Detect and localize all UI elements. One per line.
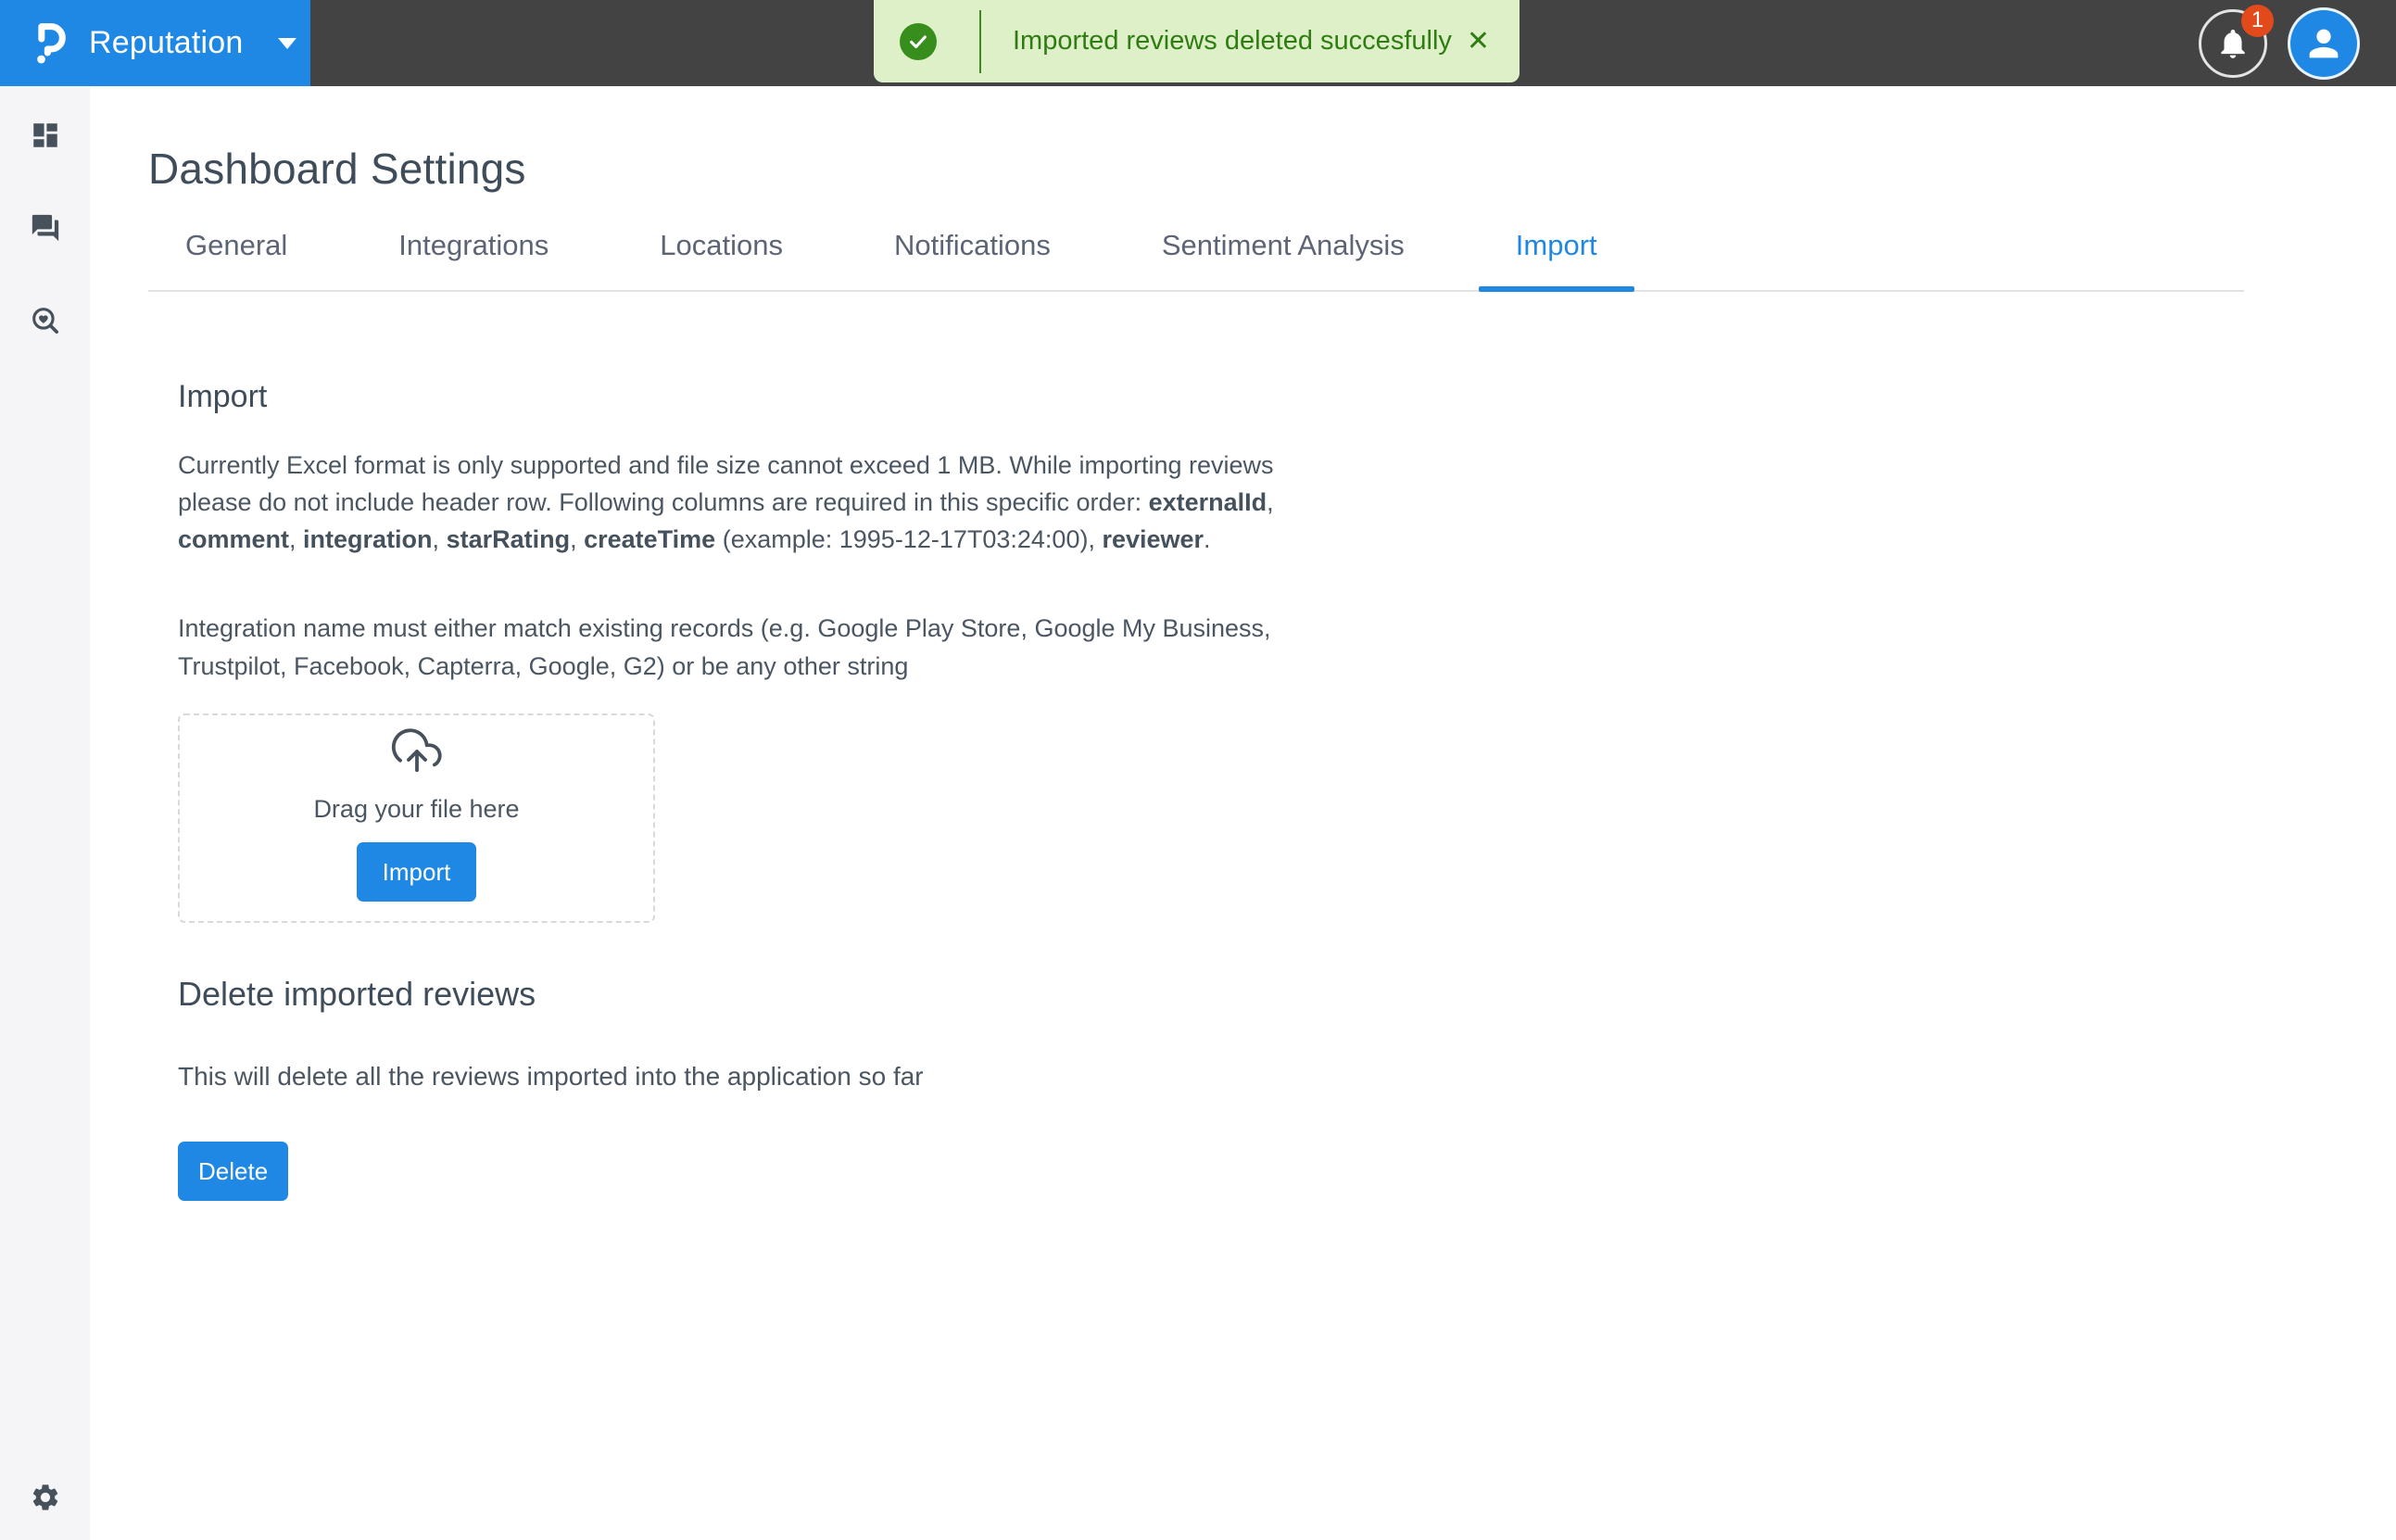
top-bar: [0, 0, 2396, 86]
brand-menu[interactable]: [0, 0, 310, 86]
toast-message: Imported reviews deleted succesfully: [1013, 26, 1452, 56]
topbar-actions: [2199, 0, 2360, 86]
brand-label: Reputation: [89, 25, 244, 60]
reputation-p-logo-icon: [32, 19, 69, 68]
delete-button[interactable]: Delete: [178, 1142, 288, 1201]
chevron-down-icon: [278, 38, 296, 49]
sidebar-nav: [0, 86, 90, 1540]
tab-locations[interactable]: Locations: [660, 229, 784, 261]
gear-icon: [30, 1482, 61, 1513]
user-avatar[interactable]: [2288, 7, 2360, 80]
import-section: [148, 379, 2244, 1201]
toast-divider: [979, 10, 981, 73]
success-check-icon: [900, 23, 937, 60]
search-heart-icon: [30, 305, 61, 336]
tab-general[interactable]: General: [185, 229, 288, 261]
dashboard-icon: [30, 120, 61, 151]
integration-name-note: Integration name must either match existing records (e.g. Google Play Store, Google My Business, Trustpilot, Facebook, Capterra, Google, G2) or be any other string: [178, 614, 1271, 680]
main-content: [90, 86, 2396, 1540]
import-instructions: Currently Excel format is only supported and file size cannot exceed 1 MB. While importing reviews please do not include header row. Following columns are required in this specific order: externalId, comment, integration, starRating, createTime (example: 1995-12-17T03:24:00), reviewer.: [178, 451, 1274, 553]
sidebar-item-settings[interactable]: [0, 1481, 90, 1514]
delete-heading: Delete imported reviews: [178, 975, 536, 1013]
page-title: Dashboard Settings: [148, 145, 526, 193]
sidebar-item-review-search[interactable]: [0, 304, 90, 337]
close-icon[interactable]: ✕: [1466, 25, 1490, 57]
delete-description: This will delete all the reviews imported into the application so far: [178, 1062, 924, 1091]
import-heading: Import: [178, 379, 268, 414]
tab-integrations[interactable]: Integrations: [398, 229, 549, 261]
success-toast: [874, 0, 1520, 82]
import-button[interactable]: Import: [357, 842, 477, 902]
sidebar-item-reviews[interactable]: [0, 211, 90, 245]
tab-sentiment-analysis[interactable]: Sentiment Analysis: [1161, 229, 1405, 261]
chat-bubbles-icon: [30, 212, 61, 244]
sidebar-item-dashboard[interactable]: [0, 119, 90, 152]
settings-tabs: [148, 229, 2244, 292]
dropzone-label: Drag your file here: [313, 795, 520, 823]
tab-import[interactable]: Import: [1479, 229, 1634, 290]
person-icon: [2302, 22, 2345, 65]
notifications-button[interactable]: [2199, 9, 2267, 78]
tab-notifications[interactable]: Notifications: [894, 229, 1051, 261]
file-dropzone[interactable]: [178, 713, 655, 923]
cloud-upload-icon: [391, 726, 443, 776]
notification-badge: 1: [2241, 5, 2274, 37]
